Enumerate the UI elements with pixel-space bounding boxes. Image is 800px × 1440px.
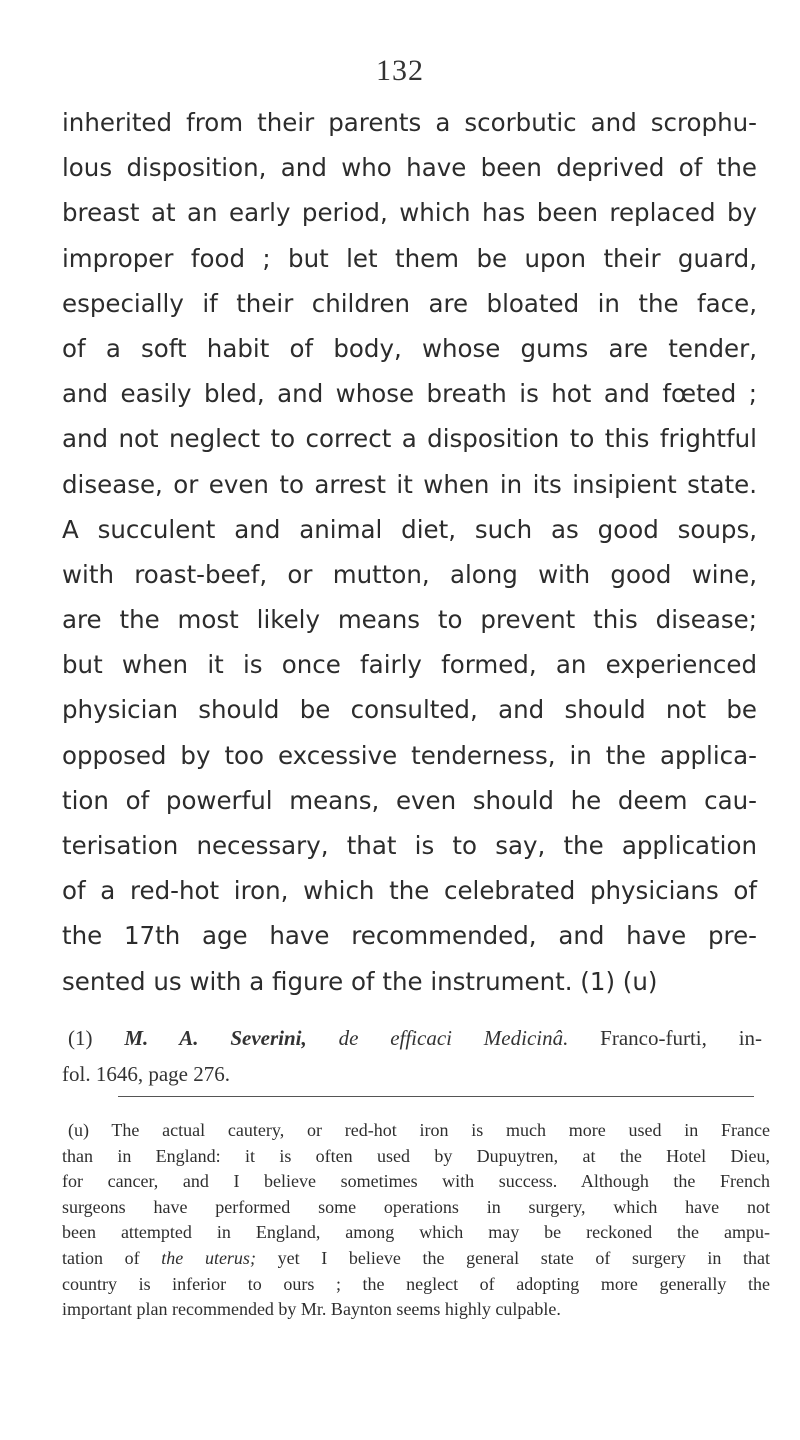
body-line: breast at an early period, which has been replaced by <box>62 198 757 228</box>
body-line: terisation necessary, that is to say, the application <box>62 831 757 860</box>
footnote-publisher: Franco-furti, in- <box>600 1026 763 1050</box>
body-line: physician should be consulted, and should not be <box>62 695 757 725</box>
footnote-line: for cancer, and I believe sometimes with success. Although the French <box>62 1171 770 1192</box>
body-line: of a soft habit of body, whose gums are tender, <box>62 333 757 363</box>
page-number: 132 <box>376 54 424 87</box>
body-line: with roast-beef, or mutton, along with good wine, <box>62 559 757 589</box>
footnote-text: yet I believe the general state of surgery in that <box>277 1247 770 1268</box>
body-line: but when it is once fairly formed, an experienced <box>62 650 757 680</box>
footnote-emphasis: the uterus; <box>161 1247 256 1268</box>
footnote-citation-line <box>62 1020 762 1056</box>
footnote-text: tation of <box>62 1247 140 1268</box>
footnote-line: been attempted in England, among which may be reckoned the ampu- <box>62 1222 770 1243</box>
body-line: A succulent and animal diet, such as good soups, <box>62 514 757 544</box>
body-line: and not neglect to correct a disposition to this frightful <box>62 424 757 454</box>
body-line: improper food ; but let them be upon their guard, <box>62 243 757 273</box>
body-line: tion of powerful means, even should he deem cau- <box>62 785 757 815</box>
body-line: of a red-hot iron, which the celebrated physicians of <box>62 876 757 906</box>
footnote-line <box>62 1246 770 1272</box>
body-line: lous disposition, and who have been deprived of the <box>62 153 757 183</box>
footnote-line: important plan recommended by Mr. Baynton seems highly culpable. <box>62 1299 561 1320</box>
footnote-line: surgeons have performed some operations in surgery, which have not <box>62 1196 770 1217</box>
body-line: and easily bled, and whose breath is hot and fœted ; <box>62 379 757 409</box>
body-line: inherited from their parents a scorbutic and scrophu- <box>62 108 757 137</box>
footnote-marker: (1) <box>68 1026 93 1050</box>
footnote-line: than in England: it is often used by Dupuytren, at the Hotel Dieu, <box>62 1145 770 1166</box>
body-line: opposed by too excessive tenderness, in the applica- <box>62 740 757 770</box>
main-body-text <box>62 100 757 1004</box>
body-line: sented us with a figure of the instrument. (1) (u) <box>62 966 658 996</box>
body-line: the 17th age have recommended, and have pre- <box>62 921 757 951</box>
body-line: disease, or even to arrest it when in its insipient state. <box>62 469 757 499</box>
body-line: are the most likely means to prevent this disease; <box>62 605 757 635</box>
footnote-author: M. A. Severini, <box>124 1026 307 1050</box>
footnote-citation-line: fol. 1646, page 276. <box>62 1062 230 1086</box>
footnote-divider <box>118 1096 754 1097</box>
footnote-citation <box>62 1020 762 1092</box>
body-line: especially if their children are bloated in the face, <box>62 288 757 318</box>
footnote-line: (u) The actual cautery, or red-hot iron is much more used in France <box>68 1120 770 1140</box>
footnote-title: de efficaci Medicinâ. <box>338 1026 569 1050</box>
footnote-note-u <box>62 1118 770 1323</box>
footnote-line: country is inferior to ours ; the neglect of adopting more generally the <box>62 1273 770 1294</box>
